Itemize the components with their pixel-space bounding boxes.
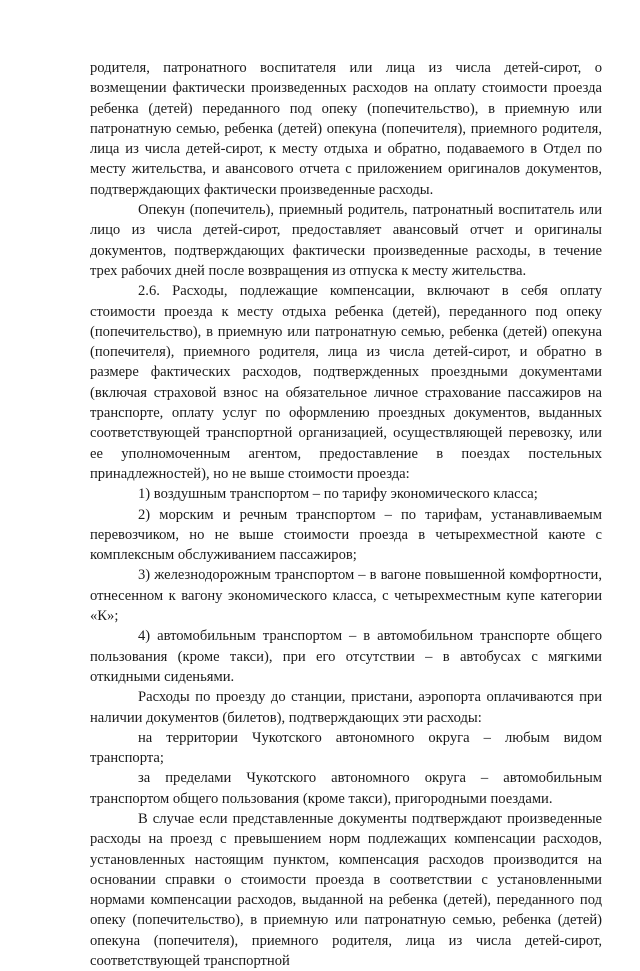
list-item-rail: 3) железнодорожным транспортом – в вагоне повышенной комфортности, отнесенном к вагону экономического класса, с четырехместным купе категории «К»; [90, 567, 602, 625]
paragraph-station-expenses: Расходы по проезду до станции, пристани, аэропорта оплачиваются при наличии документов (билетов), подтверждающих эти расходы: [90, 689, 602, 726]
paragraph-within-okrug: на территории Чукотского автономного округа – любым видом транспорта; [90, 729, 602, 767]
list-item-sea-river: 2) морским и речным транспортом – по тарифам, устанавливаемым перевозчиком, но не выше стоимости проезда в четырехместной каюте с комплексным обслуживанием пассажиров; [90, 506, 602, 564]
paragraph-guardian-report: Опекун (попечитель), приемный родитель, патронатный воспитатель или лицо из числа детей-сирот, предоставляет авансовый отчет и оригиналы документов, подтверждающих фактически произведенные расходы, в течение трех рабочих дней после возвращения из отпуска к месту жительства. [90, 202, 602, 279]
paragraph-continuation: родителя, патронатного воспитателя или лица из числа детей-сирот, о возмещении фактически произведенных расходов на оплату стоимости проезда ребенка (детей) переданного под опеку (попечительство), в приемную или патронатную семью, ребенка (детей) опекуна (попечителя), приемного родителя, лица из числа детей-сирот, к месту отдыха и обратно, подаваемого в Отдел по месту жительства, и авансового отчета с приложением оригиналов документов, подтверждающих фактически произведенные расходы. [90, 60, 602, 198]
list-item-air: 1) воздушным транспортом – по тарифу экономического класса; [138, 486, 538, 503]
paragraph-2-6: 2.6. Расходы, подлежащие компенсации, включают в себя оплату стоимости проезда к месту отдыха ребенка (детей), переданного под опеку (попечительство), в приемную или патронатную семью, ребенка (детей) опекуна (попечителя), приемного родителя, лица из числа детей-сирот, и обратно в размере фактических расходов, подтвержденных проездными документами (включая страховой взнос на обязательное личное страхование пассажиров на транспорте, оплату услуг по оформлению проездных документов, выданных соответствующей транспортной организацией, осуществляющей перевозку, или ее уполномоченным агентом, предоставление в поездах постельных принадлежностей), но не выше стоимости проезда: [90, 283, 602, 482]
document-body [90, 58, 602, 971]
paragraph-outside-okrug: за пределами Чукотского автономного округа – автомобильным транспортом общего пользования (кроме такси), пригородными поездами. [90, 770, 602, 807]
paragraph-excess-norms: В случае если представленные документы подтверждают произведенные расходы на проезд с превышением норм подлежащих компенсации расходов, установленных настоящим пунктом, компенсация расходов производится на основании справки о стоимости проезда в соответствии с установленными нормами компенсации расходов, выданной на ребенка (детей), переданного под опеку (попечительство), в приемную или патронатную семью, ребенка (детей) опекуна (попечителя), приемного родителя, лица из числа детей-сирот, соответствующей транспортной [90, 810, 602, 970]
list-item-road: 4) автомобильным транспортом – в автомобильном транспорте общего пользования (кроме такси), при его отсутствии – в автобусах с мягкими откидными сиденьями. [90, 628, 602, 685]
